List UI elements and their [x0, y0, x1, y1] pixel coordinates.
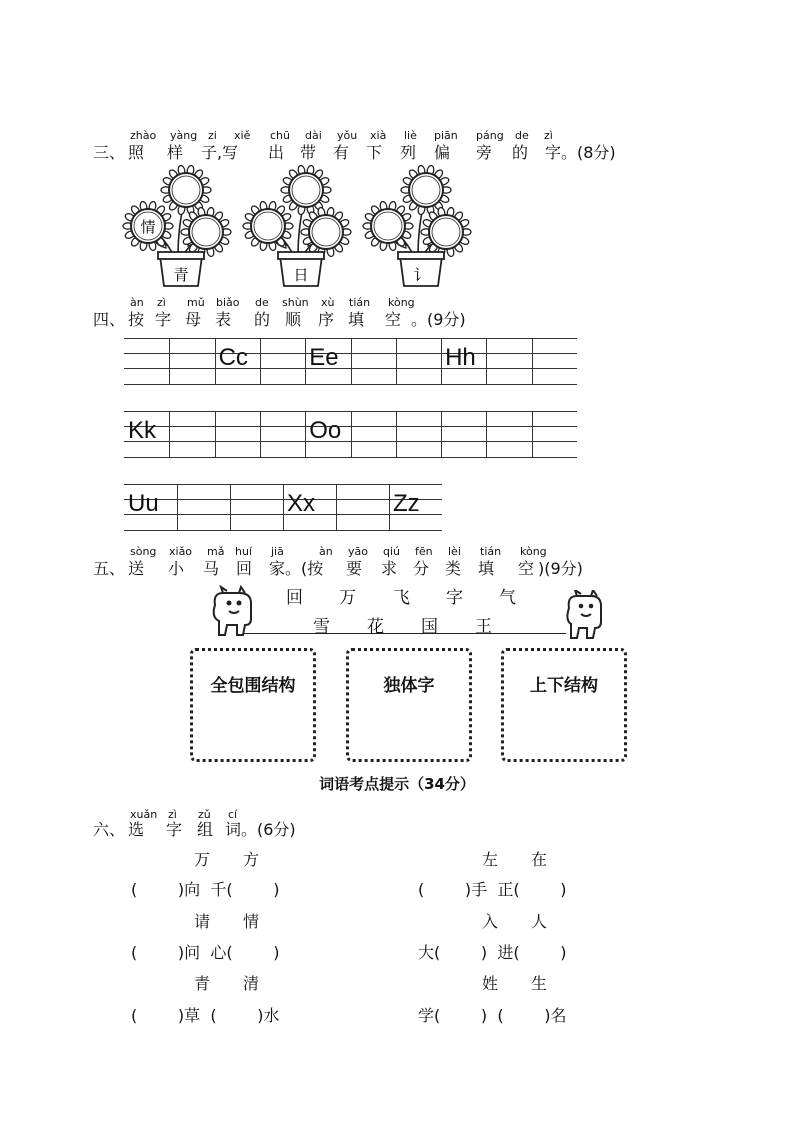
word-option[interactable]: 字 — [446, 588, 463, 608]
fill-blank-line[interactable]: ( )手 正( ) — [418, 880, 567, 899]
hanzi: 的 — [254, 310, 271, 329]
hanzi: )(9分) — [538, 559, 583, 578]
hanzi: 送 — [128, 559, 145, 578]
pinyin: páng — [476, 129, 504, 142]
alphabet-letter: Uu — [128, 490, 159, 517]
pinyin: huí — [235, 545, 252, 558]
blank-cell[interactable] — [400, 417, 441, 453]
hanzi: 词。(6分) — [225, 820, 296, 839]
hanzi: 选 — [128, 820, 145, 839]
pinyin: zhào — [130, 129, 157, 142]
hanzi: 小 — [168, 559, 185, 578]
hanzi: 序 — [318, 310, 335, 329]
alphabet-letter: Zz — [393, 490, 420, 517]
alphabet-letter: Xx — [287, 490, 316, 517]
hanzi: 填 — [478, 559, 495, 578]
pinyin: sòng — [130, 545, 157, 558]
four-line-grid — [124, 484, 442, 532]
four-line-grid — [124, 338, 577, 386]
char-option: 姓 — [482, 974, 499, 993]
category-box-single[interactable] — [346, 648, 472, 762]
hanzi: 子,写 — [201, 143, 239, 162]
fill-blank-line[interactable]: ( )问 心( ) — [131, 943, 280, 962]
blank-cell[interactable] — [340, 490, 389, 526]
pinyin: zǔ — [198, 808, 211, 821]
pinyin: tián — [480, 545, 502, 558]
blank-cell[interactable] — [173, 344, 214, 380]
pinyin: cí — [228, 808, 238, 821]
pinyin: dài — [305, 129, 322, 142]
pinyin: de — [255, 296, 269, 309]
s5-title — [93, 556, 613, 576]
hanzi: 有 — [333, 143, 350, 162]
pinyin: qiú — [383, 545, 401, 558]
hanzi: 列 — [400, 143, 417, 162]
pinyin: zì — [544, 129, 553, 142]
hanzi: 填 — [348, 310, 365, 329]
char-option: 清 — [243, 974, 260, 993]
hanzi: 字。(8分) — [545, 143, 616, 162]
flower-pot-illustration — [242, 164, 357, 289]
word-option[interactable]: 万 — [339, 588, 356, 608]
char-option: 在 — [531, 850, 548, 869]
pinyin: àn — [319, 545, 333, 558]
pinyin: xiǎo — [169, 545, 193, 558]
pinyin: kòng — [520, 545, 547, 558]
word-line — [244, 633, 566, 634]
hanzi: 旁 — [476, 143, 493, 162]
char-option: 情 — [243, 912, 260, 931]
fill-blank-line[interactable]: 学( ) ( )名 — [418, 1006, 567, 1025]
fill-blank-line[interactable]: ( )草 ( )水 — [131, 1006, 280, 1025]
pinyin: xiě — [234, 129, 251, 142]
category-label: 独体字 — [383, 676, 435, 696]
hanzi: 组 — [197, 820, 214, 839]
hanzi: 出 — [268, 143, 285, 162]
pinyin: zi — [208, 129, 217, 142]
section-number: 四、 — [93, 310, 126, 329]
hanzi: 类 — [445, 559, 462, 578]
section-banner: 词语考点提示（34分） — [319, 775, 475, 793]
alphabet-letter: Oo — [309, 417, 342, 444]
pinyin: piān — [434, 129, 458, 142]
pinyin: mǔ — [187, 296, 205, 309]
char-option: 生 — [531, 974, 548, 993]
s3-title — [93, 140, 653, 160]
fill-blank-line[interactable]: ( )向 千( ) — [131, 880, 280, 899]
pinyin: mǎ — [207, 545, 225, 558]
hanzi: 。(9分) — [411, 310, 466, 329]
hanzi: 空 — [518, 559, 535, 578]
hanzi: 求 — [381, 559, 398, 578]
hanzi: 马 — [203, 559, 220, 578]
hanzi: 的 — [512, 143, 529, 162]
pinyin: fēn — [415, 545, 433, 558]
hanzi: 要 — [346, 559, 363, 578]
pinyin: àn — [130, 296, 144, 309]
pinyin: chū — [270, 129, 290, 142]
pinyin: kòng — [388, 296, 415, 309]
blank-cell[interactable] — [490, 344, 531, 380]
blank-cell[interactable] — [219, 417, 260, 453]
word-option[interactable]: 气 — [499, 588, 516, 608]
flower-pot-illustration — [122, 164, 237, 289]
pinyin: jiā — [271, 545, 284, 558]
pot-radical: 青 — [173, 266, 189, 284]
flower-pot-illustration — [362, 164, 477, 289]
blank-cell[interactable] — [490, 417, 531, 453]
flower-character: 情 — [140, 218, 156, 236]
blank-cell[interactable] — [264, 344, 305, 380]
category-box-top-bottom[interactable] — [501, 648, 627, 762]
alphabet-letter: Ee — [309, 344, 339, 371]
word-option[interactable]: 飞 — [393, 588, 410, 608]
category-box-enclosed[interactable] — [190, 648, 316, 762]
pinyin: lèi — [448, 545, 461, 558]
char-option: 左 — [482, 850, 499, 869]
pinyin: tián — [349, 296, 371, 309]
section-number: 三、 — [93, 143, 126, 162]
word-option[interactable]: 回 — [286, 588, 303, 608]
pinyin: de — [515, 129, 529, 142]
hanzi: 顺 — [285, 310, 302, 329]
pinyin: xuǎn — [130, 808, 158, 821]
alphabet-letter: Cc — [218, 344, 248, 371]
alphabet-letter: Hh — [445, 344, 476, 371]
pinyin: biǎo — [216, 296, 240, 309]
word-option[interactable]: 国 — [421, 617, 438, 637]
hanzi: 带 — [300, 143, 317, 162]
blank-cell[interactable] — [173, 417, 214, 453]
pinyin: zì — [157, 296, 166, 309]
section-number: 六、 — [93, 820, 126, 839]
hanzi: 按 — [128, 310, 145, 329]
blank-cell[interactable] — [355, 344, 396, 380]
four-line-grid — [124, 411, 577, 459]
category-label: 全包围结构 — [210, 676, 296, 696]
pinyin: xià — [370, 129, 387, 142]
char-option: 人 — [531, 912, 548, 931]
horse-left-icon — [205, 585, 261, 637]
word-option[interactable]: 雪 — [313, 617, 330, 637]
blank-cell[interactable] — [536, 417, 577, 453]
hanzi: 下 — [366, 143, 383, 162]
pinyin: shùn — [282, 296, 309, 309]
char-option: 青 — [194, 974, 211, 993]
pot-radical: 日 — [293, 266, 309, 284]
pinyin: yàng — [170, 129, 198, 142]
hanzi: 样 — [167, 143, 184, 162]
pinyin: zì — [168, 808, 177, 821]
hanzi: 回 — [236, 559, 253, 578]
hanzi: 分 — [413, 559, 430, 578]
char-option: 请 — [194, 912, 211, 931]
char-option: 方 — [243, 850, 260, 869]
hanzi: 照 — [128, 143, 145, 162]
blank-cell[interactable] — [264, 417, 305, 453]
word-option[interactable]: 花 — [367, 617, 384, 637]
hanzi: 偏 — [434, 143, 451, 162]
char-option: 万 — [194, 850, 211, 869]
pinyin: liè — [404, 129, 417, 142]
blank-cell[interactable] — [536, 344, 577, 380]
pot-radical: 讠 — [413, 266, 429, 284]
hanzi: 母 — [185, 310, 202, 329]
blank-cell[interactable] — [445, 417, 486, 453]
hanzi: 字 — [166, 820, 183, 839]
pinyin: xù — [321, 296, 335, 309]
word-option[interactable]: 王 — [475, 617, 492, 637]
blank-cell[interactable] — [181, 490, 230, 526]
s6-title — [93, 817, 353, 837]
blank-cell[interactable] — [400, 344, 441, 380]
section-number: 五、 — [93, 559, 126, 578]
pinyin: yāo — [348, 545, 368, 558]
char-option: 入 — [482, 912, 499, 931]
blank-cell[interactable] — [128, 344, 169, 380]
hanzi: 表 — [215, 310, 232, 329]
s4-title — [93, 307, 513, 327]
blank-cell[interactable] — [234, 490, 283, 526]
fill-blank-line[interactable]: 大( ) 进( ) — [418, 943, 567, 962]
alphabet-letter: Kk — [128, 417, 157, 444]
blank-cell[interactable] — [355, 417, 396, 453]
category-label: 上下结构 — [530, 676, 598, 696]
hanzi: 字 — [155, 310, 172, 329]
pinyin: yǒu — [337, 129, 358, 142]
hanzi: 空 — [385, 310, 402, 329]
hanzi: 家。(按 — [269, 559, 324, 578]
horse-right-icon — [561, 590, 607, 640]
